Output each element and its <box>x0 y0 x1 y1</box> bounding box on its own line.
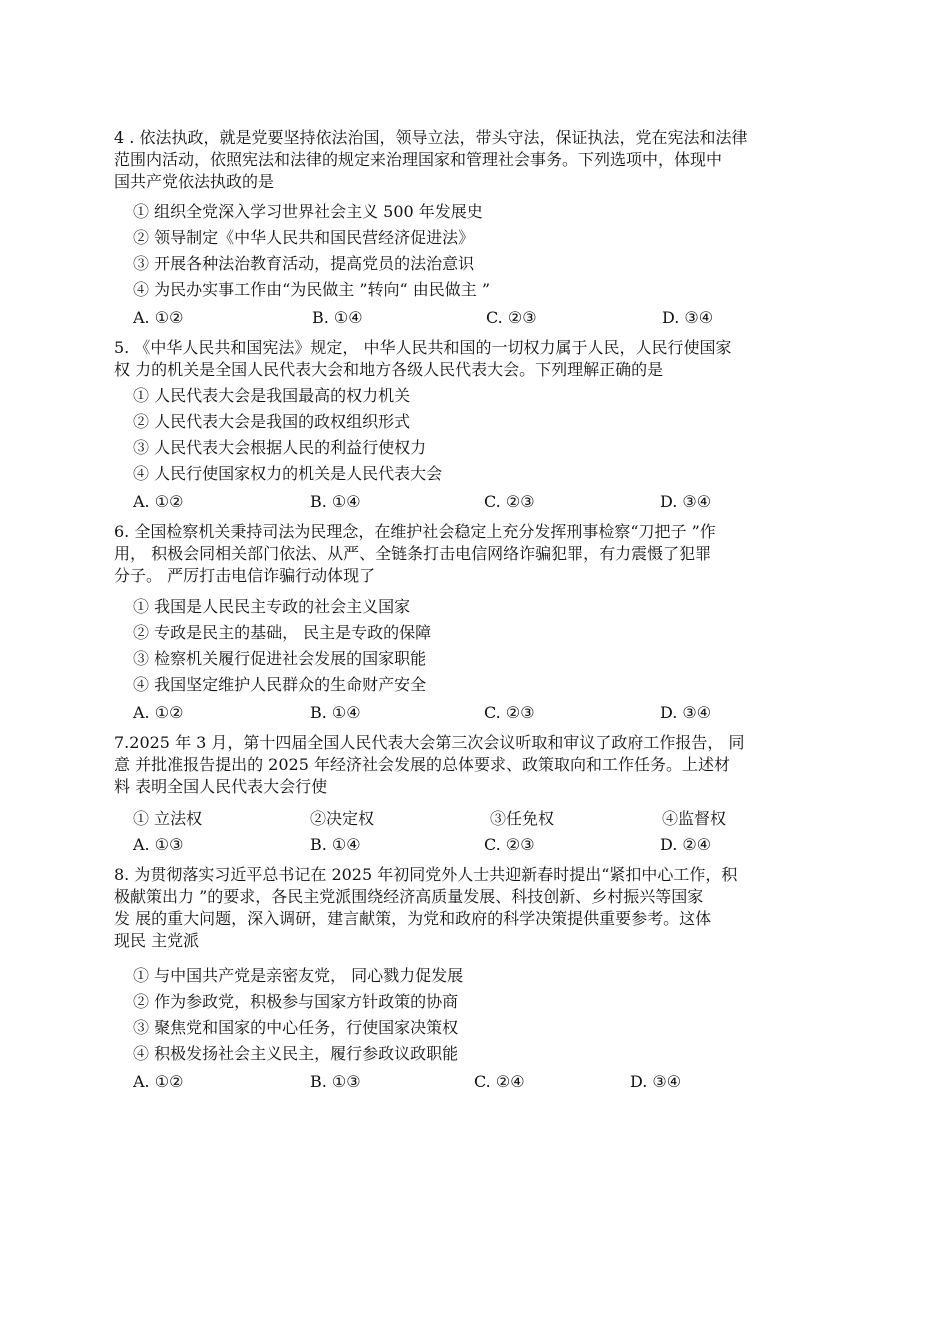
answer-c: C. ②③ <box>484 835 535 854</box>
answer-b: B. ①④ <box>310 703 361 722</box>
answer-d: D. ③④ <box>660 492 712 511</box>
answer-a: A. ①② <box>133 492 184 511</box>
stem-line: 料 表明全国人民代表大会行使 <box>114 777 328 796</box>
stem-line: 5. 《中华人民共和国宪法》规定， 中华人民共和国的一切权力属于人民，人民行使国家 <box>114 338 732 357</box>
answer-b: B. ①③ <box>310 1072 361 1091</box>
option-4: ④监督权 <box>662 809 727 828</box>
stem-line: 用， 积极会同相关部门依法、从严、全链条打击电信网络诈骗犯罪，有力震慑了犯罪 <box>114 544 712 563</box>
stem-line: 4 . 依法执政，就是党要坚持依法治国，领导立法，带头守法，保证执法，党在宪法和法律 <box>114 128 748 147</box>
stem-line: 发 展的重大问题，深入调研，建言献策，为党和政府的科学决策提供重要参考。这体 <box>114 909 712 928</box>
option-2: ② 作为参政党，积极参与国家方针政策的协商 <box>133 992 459 1011</box>
stem-line: 7.2025 年 3 月，第十四届全国人民代表大会第三次会议听取和审议了政府工作报告， 同 <box>114 733 745 752</box>
answer-b: B. ①④ <box>310 492 361 511</box>
stem-line: 6. 全国检察机关秉持司法为民理念，在维护社会稳定上充分发挥刑事检察“刀把子 ”作 <box>114 522 716 541</box>
stem-line: 范围内活动，依照宪法和法律的规定来治理国家和管理社会事务。下列选项中，体现中 <box>114 150 723 169</box>
option-3: ③任免权 <box>490 809 555 828</box>
answer-b: B. ①④ <box>310 835 361 854</box>
stem-line: 极献策出力 ”的要求，各民主党派围绕经济高质量发展、科技创新、乡村振兴等国家 <box>114 887 704 906</box>
option-1: ① 与中国共产党是亲密友党， 同心戮力促发展 <box>133 966 464 985</box>
stem-line: 国共产党依法执政的是 <box>114 172 275 191</box>
option-3: ③ 检察机关履行促进社会发展的国家职能 <box>133 649 427 668</box>
option-1: ① 组织全党深入学习世界社会主义 500 年发展史 <box>133 202 483 221</box>
option-1: ① 我国是人民民主专政的社会主义国家 <box>133 597 411 616</box>
question-stem <box>114 864 860 952</box>
option-3: ③ 开展各种法治教育活动，提高党员的法治意识 <box>133 254 475 273</box>
option-2: ② 人民代表大会是我国的政权组织形式 <box>133 412 411 431</box>
question-stem <box>114 337 860 381</box>
question-stem <box>114 521 860 587</box>
option-4: ④ 积极发扬社会主义民主，履行参政议政职能 <box>133 1044 459 1063</box>
answer-d: D. ③④ <box>660 703 712 722</box>
answer-a: A. ①③ <box>133 835 184 854</box>
option-1: ① 立法权 <box>133 809 203 828</box>
stem-line: 权 力的机关是全国人民代表大会和地方各级人民代表大会。下列理解正确的是 <box>114 360 664 379</box>
option-3: ③ 聚焦党和国家的中心任务，行使国家决策权 <box>133 1018 459 1037</box>
question-stem <box>114 732 860 798</box>
answer-c: C. ②③ <box>484 703 535 722</box>
option-2: ② 专政是民主的基础， 民主是专政的保障 <box>133 623 432 642</box>
answer-a: A. ①② <box>133 308 184 327</box>
answer-a: A. ①② <box>133 1072 184 1091</box>
answer-a: A. ①② <box>133 703 184 722</box>
answer-b: B. ①④ <box>312 308 363 327</box>
answer-d: D. ③④ <box>630 1072 682 1091</box>
question-stem <box>114 127 860 193</box>
stem-line: 现民 主党派 <box>114 931 200 950</box>
option-4: ④ 为民办实事工作由“为民做主 ”转向“ 由民做主 ” <box>133 280 491 299</box>
option-2: ②决定权 <box>310 809 375 828</box>
stem-line: 8. 为贯彻落实习近平总书记在 2025 年初同党外人士共迎新春时提出“紧扣中心工作，积 <box>114 865 738 884</box>
option-3: ③ 人民代表大会根据人民的利益行使权力 <box>133 438 427 457</box>
option-2: ② 领导制定《中华人民共和国民营经济促进法》 <box>133 228 475 247</box>
answer-c: C. ②③ <box>484 492 535 511</box>
answer-d: D. ③④ <box>662 308 714 327</box>
answer-c: C. ②③ <box>486 308 537 327</box>
stem-line: 分子。 严厉打击电信诈骗行动体现了 <box>114 566 376 585</box>
answer-d: D. ②④ <box>660 835 712 854</box>
option-4: ④ 人民行使国家权力的机关是人民代表大会 <box>133 464 443 483</box>
stem-line: 意 并批准报告提出的 2025 年经济社会发展的总体要求、政策取向和工作任务。上述材 <box>114 755 730 774</box>
answer-c: C. ②④ <box>474 1072 525 1091</box>
option-1: ① 人民代表大会是我国最高的权力机关 <box>133 386 411 405</box>
option-4: ④ 我国坚定维护人民群众的生命财产安全 <box>133 675 427 694</box>
